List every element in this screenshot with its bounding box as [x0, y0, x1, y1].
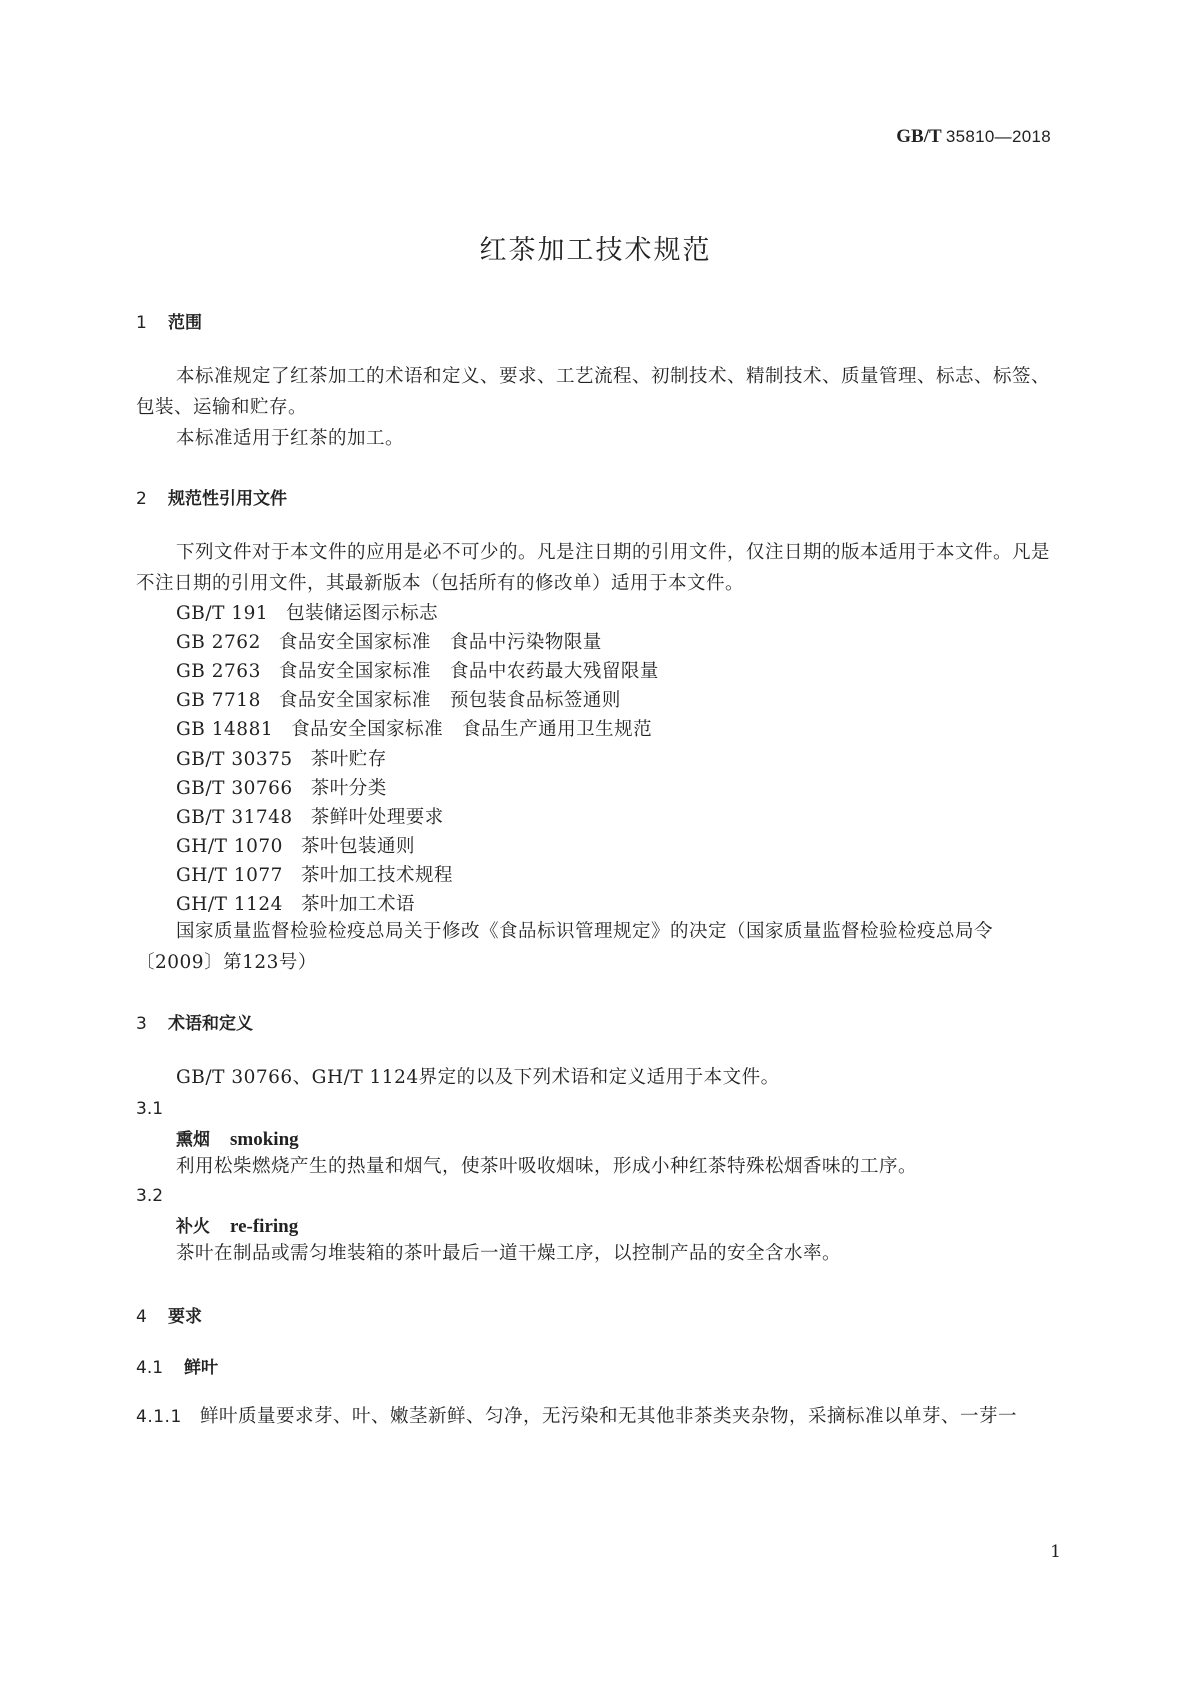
reference-code: GB/T 30766 — [176, 778, 293, 799]
scope-paragraph-1: 本标准规定了红茶加工的术语和定义、要求、工艺流程、初制技术、精制技术、质量管理、标志、标签、包装、运输和贮存。 — [136, 366, 1051, 418]
reference-item — [176, 803, 444, 829]
reference-code: GB 14881 — [176, 719, 274, 740]
section-number: 2 — [136, 489, 147, 509]
reference-title: 茶叶加工技术规程 — [300, 865, 453, 886]
term-heading — [176, 1212, 298, 1238]
section-number: 1 — [136, 313, 147, 333]
clause-4-1-1 — [136, 1402, 1053, 1428]
section-number: 4 — [136, 1307, 147, 1327]
term-cn: 补火 — [176, 1217, 210, 1237]
reference-title: 茶叶加工术语 — [300, 894, 415, 915]
section-1-heading — [136, 308, 202, 333]
document-title: 红茶加工技术规范 — [479, 235, 712, 266]
normative-intro: 下列文件对于本文件的应用是必不可少的。凡是注日期的引用文件，仅注日期的版本适用于本文件。凡是不注日期的引用文件，其最新版本（包括所有的修改单）适用于本文件。 — [136, 542, 1051, 594]
section-title: 术语和定义 — [168, 1014, 253, 1034]
reference-item — [176, 628, 602, 654]
term-number: 3.1 — [136, 1099, 164, 1119]
standard-code: 35810—2018 — [945, 127, 1051, 146]
terms-intro: GB/T 30766、GH/T 1124界定的以及下列术语和定义适用于本文件。 — [176, 1067, 780, 1088]
reference-title: 茶叶包装通则 — [300, 836, 415, 857]
reference-code: GB/T 30375 — [176, 749, 293, 770]
standard-prefix: GB/T — [896, 126, 942, 147]
section-2-heading — [136, 484, 287, 509]
reference-code: GB/T 31748 — [176, 807, 293, 828]
section-3-heading — [136, 1009, 253, 1034]
scope-paragraph-2: 本标准适用于红茶的加工。 — [176, 428, 405, 449]
reference-code: GB 2763 — [176, 661, 261, 682]
reference-code: GH/T 1077 — [176, 865, 283, 886]
reference-item — [176, 657, 659, 683]
reference-item — [176, 861, 453, 887]
reference-code: GB 7718 — [176, 690, 261, 711]
reference-title: 食品安全国家标准 食品生产通用卫生规范 — [291, 719, 653, 740]
reference-title: 食品安全国家标准 食品中污染物限量 — [278, 632, 602, 653]
clause-number: 4.1.1 — [136, 1407, 182, 1427]
reference-code: GH/T 1124 — [176, 894, 283, 915]
term-definition: 茶叶在制品或需匀堆装箱的茶叶最后一道干燥工序，以控制产品的安全含水率。 — [176, 1243, 842, 1264]
section-title: 范围 — [168, 313, 202, 333]
section-title: 规范性引用文件 — [168, 489, 287, 509]
decree-reference: 国家质量监督检验检疫总局关于修改《食品标识管理规定》的决定（国家质量监督检验检疫总局令〔2009〕第123号） — [136, 921, 994, 973]
term-number: 3.2 — [136, 1186, 164, 1206]
reference-title: 茶鲜叶处理要求 — [310, 807, 444, 828]
reference-item — [176, 686, 621, 712]
term-en: re-firing — [230, 1216, 299, 1237]
reference-code: GB 2762 — [176, 632, 261, 653]
section-number: 4.1 — [136, 1358, 164, 1378]
section-title: 要求 — [168, 1307, 202, 1327]
term-heading — [176, 1125, 299, 1151]
reference-item — [176, 715, 652, 741]
term-cn: 熏烟 — [176, 1130, 210, 1150]
reference-item — [176, 745, 387, 771]
page-number: 1 — [1050, 1542, 1061, 1562]
reference-code: GH/T 1070 — [176, 836, 283, 857]
reference-item — [176, 832, 415, 858]
reference-item — [176, 599, 438, 625]
standard-number — [896, 126, 1051, 148]
section-4-heading — [136, 1302, 202, 1327]
clause-text: 鲜叶质量要求芽、叶、嫩茎新鲜、匀净，无污染和无其他非茶类夹杂物，采摘标准以单芽、一芽一 — [200, 1406, 1018, 1427]
reference-code: GB/T 191 — [176, 603, 269, 624]
section-title: 鲜叶 — [184, 1358, 218, 1378]
reference-item — [176, 774, 387, 800]
section-4-1-heading — [136, 1353, 218, 1378]
reference-title: 包装储运图示标志 — [286, 603, 439, 624]
reference-item — [176, 890, 415, 916]
reference-title: 茶叶贮存 — [310, 749, 387, 770]
reference-title: 食品安全国家标准 预包装食品标签通则 — [278, 690, 621, 711]
reference-title: 食品安全国家标准 食品中农药最大残留限量 — [278, 661, 659, 682]
term-en: smoking — [230, 1129, 299, 1150]
section-number: 3 — [136, 1014, 147, 1034]
term-definition: 利用松柴燃烧产生的热量和烟气，使茶叶吸收烟味，形成小种红茶特殊松烟香味的工序。 — [176, 1156, 918, 1177]
reference-title: 茶叶分类 — [310, 778, 387, 799]
